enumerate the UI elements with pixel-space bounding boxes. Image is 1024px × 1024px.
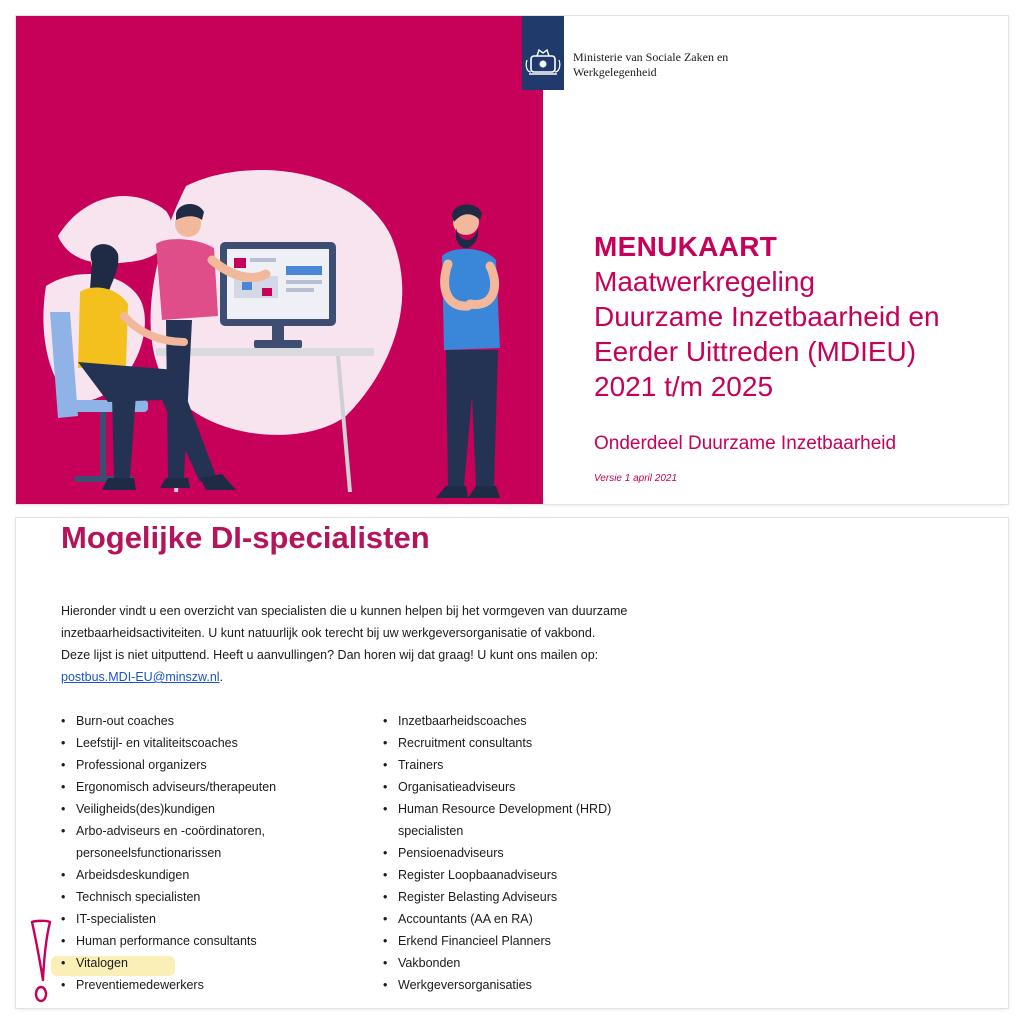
intro-line: inzetbaarheidsactiviteiten. U kunt natuurlijk ook terecht bij uw werkgeversorganisatie of vakbond.: [61, 626, 596, 640]
cover-title-block: [594, 230, 940, 404]
list-item: • Pensioenadviseurs: [382, 842, 611, 864]
list-item: • Organisatieadviseurs: [382, 776, 611, 798]
slide-heading: Mogelijke DI-specialisten: [61, 520, 430, 555]
cover-slide: [16, 16, 1008, 504]
list-item: • Leefstijl- en vitaliteitscoaches: [60, 732, 276, 754]
crest-box: [522, 16, 564, 90]
list-item: • Erkend Financieel Planners: [382, 930, 611, 952]
intro-line: Hieronder vindt u een overzicht van specialisten die u kunnen helpen bij het vormgeven van duurzame: [61, 604, 628, 618]
list-item: • Human Resource Development (HRD): [382, 798, 611, 820]
intro-text: [61, 600, 661, 688]
list-item-highlighted: • Vitalogen: [60, 952, 276, 974]
cover-subtitle-line: Eerder Uittreden (MDIEU): [594, 336, 917, 367]
office-workers-illustration: [16, 16, 543, 504]
list-item: • Veiligheids(des)kundigen: [60, 798, 276, 820]
cover-version: Versie 1 april 2021: [594, 473, 678, 484]
intro-line: Deze lijst is niet uitputtend. Heeft u aanvullingen? Dan horen wij dat graag! U kunt ons mailen op:: [61, 648, 599, 662]
email-link[interactable]: postbus.MDI-EU@minszw.nl: [61, 670, 220, 684]
email-line: [61, 666, 661, 688]
list-item: • Inzetbaarheidscoaches: [382, 710, 611, 732]
list-item: • Register Belasting Adviseurs: [382, 886, 611, 908]
cover-title: MENUKAART: [594, 231, 778, 262]
handwritten-exclamation-mark: [26, 918, 56, 1004]
ministry-name: [573, 50, 728, 80]
list-item: • Register Loopbaanadviseurs: [382, 864, 611, 886]
specialist-list-right: [382, 710, 611, 996]
specialists-slide: [16, 518, 1008, 1008]
ministry-line-1: Ministerie van Sociale Zaken en: [573, 50, 729, 64]
list-item: • Arbo-adviseurs en -coördinatoren,: [60, 820, 276, 842]
list-item: • IT-specialisten: [60, 908, 276, 930]
list-item: • Professional organizers: [60, 754, 276, 776]
list-item-continued: specialisten: [398, 824, 464, 838]
list-item: • Recruitment consultants: [382, 732, 611, 754]
rijkswapen-crest-icon: [522, 16, 564, 90]
list-item: • Ergonomisch adviseurs/therapeuten: [60, 776, 276, 798]
list-item: • Arbeidsdeskundigen: [60, 864, 276, 886]
list-item: • Accountants (AA en RA): [382, 908, 611, 930]
list-item: • Technisch specialisten: [60, 886, 276, 908]
list-item: • Human performance consultants: [60, 930, 276, 952]
cover-subtitle-line: 2021 t/m 2025: [594, 371, 774, 402]
list-item: • Werkgeversorganisaties: [382, 974, 611, 996]
cover-subtitle: [594, 264, 940, 404]
cover-subtitle-line: Maatwerkregeling: [594, 266, 815, 297]
list-item: • Vakbonden: [382, 952, 611, 974]
list-item: • Burn-out coaches: [60, 710, 276, 732]
specialist-list-left: [60, 710, 276, 996]
ministry-line-2: Werkgelegenheid: [573, 65, 657, 79]
cover-part-label: Onderdeel Duurzame Inzetbaarheid: [594, 433, 897, 454]
cover-subtitle-line: Duurzame Inzetbaarheid en: [594, 301, 940, 332]
list-item-continued: personeelsfunctionarissen: [76, 846, 222, 860]
list-item: • Trainers: [382, 754, 611, 776]
email-suffix: .: [219, 670, 224, 684]
list-item: • Preventiemedewerkers: [60, 974, 276, 996]
